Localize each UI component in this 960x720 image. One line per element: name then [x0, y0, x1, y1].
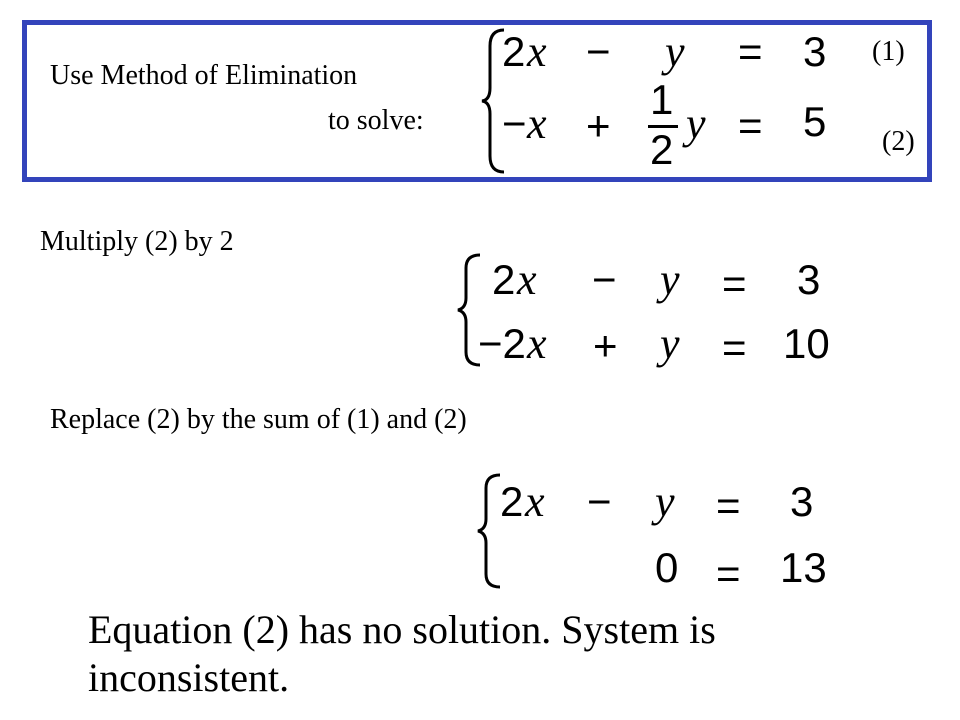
h-eq1-eq: = [738, 28, 763, 75]
h-eq1-coef: 2 [502, 28, 526, 75]
s2-eq1-eq: = [716, 482, 741, 529]
conclusion-line1: Equation (2) has no solution. System is [88, 607, 716, 652]
s1-eq1-eq: = [722, 260, 747, 307]
s2-eq1-x: x [525, 477, 545, 526]
s2-eq1-op: − [587, 478, 612, 525]
s2-eq1-y: y [655, 477, 675, 526]
s1-eq2-eq: = [722, 324, 747, 371]
eq1-tag: (1) [872, 36, 905, 67]
s1-eq1-y: y [660, 255, 680, 304]
step1-label: Multiply (2) by 2 [40, 226, 234, 257]
s2-eq2-lhs: 0 [655, 544, 679, 591]
step2-label: Replace (2) by the sum of (1) and (2) [50, 404, 467, 435]
problem-box [22, 20, 932, 182]
s2-eq2-rhs: 13 [780, 544, 827, 591]
eq2-tag: (2) [882, 126, 915, 157]
h-eq2-y: y [686, 99, 706, 148]
conclusion-line2: inconsistent. [88, 655, 290, 700]
h-eq2-frac-num: 1 [650, 76, 674, 123]
instruction-line1: Use Method of Elimination [50, 60, 358, 91]
s1-eq1-x: x [517, 255, 537, 304]
s1-eq2-op: + [593, 322, 618, 369]
h-eq2-op: + [586, 102, 611, 149]
s2-eq1-coef: 2 [500, 478, 524, 525]
h-eq2-x: x [527, 99, 547, 148]
instruction-line2: to solve: [328, 105, 424, 136]
s1-eq2-y: y [660, 319, 680, 368]
h-eq2-rhs: 5 [803, 98, 827, 145]
s2-eq1-rhs: 3 [790, 478, 814, 525]
h-eq1-rhs: 3 [803, 28, 827, 75]
s1-eq1-op: − [592, 256, 617, 303]
h-eq2-frac-den: 2 [650, 126, 674, 173]
s1-eq2-x: x [527, 319, 547, 368]
s1-eq2-rhs: 10 [783, 320, 830, 367]
h-eq1-op: − [586, 28, 611, 75]
h-eq2-sign: − [502, 100, 527, 147]
s1-eq2-coef: −2 [478, 320, 526, 367]
h-eq2-eq: = [738, 102, 763, 149]
h-eq1-y: y [665, 27, 685, 76]
s2-eq2-eq: = [716, 550, 741, 597]
h-eq1-x: x [527, 27, 547, 76]
s1-eq1-coef: 2 [492, 256, 516, 303]
s1-eq1-rhs: 3 [797, 256, 821, 303]
